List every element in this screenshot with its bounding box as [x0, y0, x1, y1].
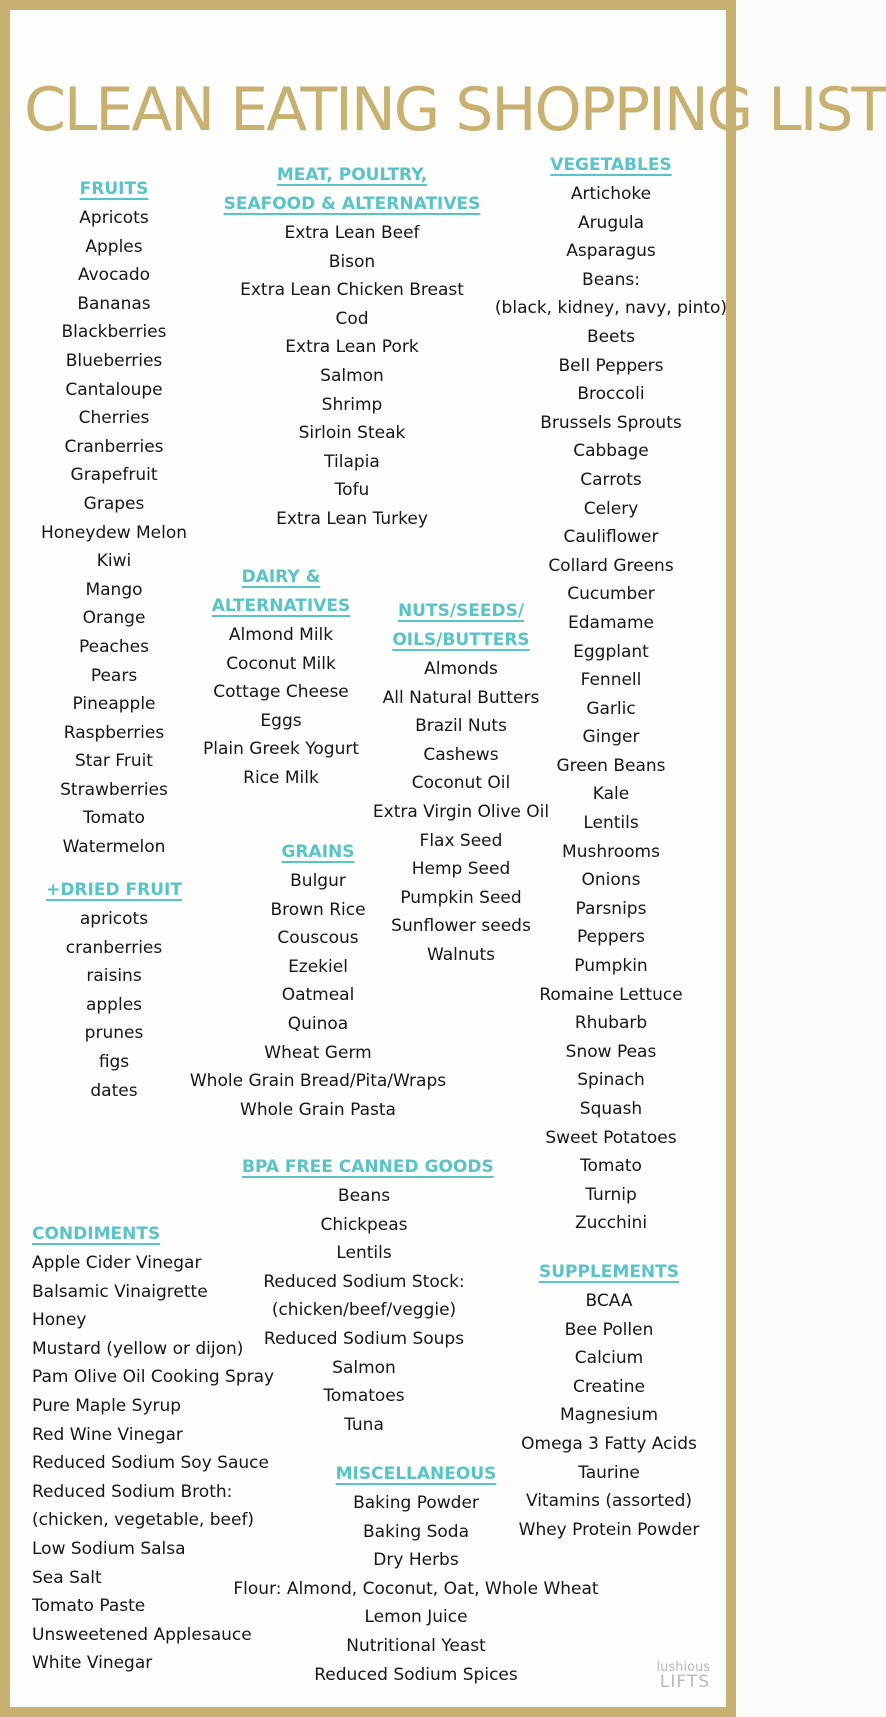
- list-item: Shrimp: [321, 394, 383, 415]
- list-item: Tomato: [83, 808, 145, 829]
- list-item: Reduced Sodium Soups: [263, 1328, 465, 1349]
- section-fruits: [24, 175, 204, 862]
- logo-line2: LIFTS: [659, 1672, 710, 1692]
- list-item: Sirloin Steak: [298, 423, 406, 444]
- list-item: Celery: [583, 498, 639, 519]
- list-item: Baking Powder: [353, 1493, 479, 1513]
- list-item: Flax Seed: [419, 830, 503, 851]
- list-item: Mushrooms: [562, 841, 660, 862]
- list-item: Coconut Milk: [226, 653, 336, 674]
- list-item: figs: [98, 1051, 130, 1072]
- list-item: Rhubarb: [574, 1013, 648, 1034]
- list-item: Tomatoes: [323, 1386, 405, 1407]
- section-heading-nuts-line1: NUTS/SEEDS/: [397, 601, 525, 621]
- list-item: Snow Peas: [565, 1041, 657, 1062]
- list-item: Reduced Sodium Soy Sauce: [32, 1453, 269, 1474]
- list-item: Raspberries: [63, 722, 165, 743]
- list-item: Peaches: [79, 636, 149, 657]
- list-item: Turnip: [585, 1184, 637, 1205]
- list-item: Zucchini: [574, 1213, 648, 1234]
- item-list-meat: [196, 219, 508, 534]
- list-item: Pineapple: [72, 694, 156, 715]
- list-item: Flour: Almond, Coconut, Oat, Whole Wheat: [233, 1578, 599, 1599]
- list-item: Kale: [592, 784, 630, 805]
- list-item: Walnuts: [427, 944, 495, 965]
- list-item: Eggplant: [573, 641, 649, 662]
- list-item: Brown Rice: [270, 899, 366, 920]
- list-item: Taurine: [578, 1462, 640, 1483]
- list-item: Almonds: [424, 659, 498, 679]
- item-list-dairy: [188, 621, 374, 793]
- list-item: Onions: [581, 870, 641, 891]
- list-item: Whole Grain Pasta: [240, 1099, 396, 1120]
- list-item: Edamame: [568, 612, 654, 633]
- list-item: Grapes: [83, 493, 145, 514]
- list-item: Almond Milk: [228, 625, 334, 645]
- section-meat: [196, 161, 508, 534]
- list-item: Ginger: [582, 727, 640, 748]
- section-heading-condiments: CONDIMENTS: [32, 1224, 161, 1244]
- section-heading-meat-line1: MEAT, POULTRY,: [276, 165, 428, 185]
- list-item: Sweet Potatoes: [545, 1127, 677, 1148]
- list-item: (chicken/beef/veggie): [271, 1300, 457, 1321]
- list-item: Rice Milk: [243, 767, 319, 788]
- list-item: Bell Peppers: [558, 355, 664, 376]
- list-item: Extra Lean Chicken Breast: [240, 280, 464, 301]
- list-item: Oatmeal: [281, 985, 355, 1006]
- list-item: Extra Lean Turkey: [276, 508, 428, 529]
- list-item: Bulgur: [290, 871, 346, 891]
- list-item: Cranberries: [64, 436, 164, 457]
- list-item: (chicken, vegetable, beef): [32, 1510, 255, 1531]
- list-item: Cauliflower: [563, 527, 659, 548]
- list-item: Strawberries: [60, 779, 168, 800]
- list-item: apples: [85, 994, 143, 1015]
- list-item: Avocado: [77, 265, 151, 286]
- list-item: Reduced Sodium Stock:: [263, 1271, 465, 1292]
- list-item: Beans: [337, 1186, 391, 1206]
- list-item: Dry Herbs: [373, 1550, 459, 1571]
- list-item: Apples: [85, 236, 143, 257]
- list-item: Red Wine Vinegar: [32, 1424, 183, 1445]
- section-heading-canned-goods: BPA FREE CANNED GOODS: [242, 1157, 494, 1177]
- list-item: Bison: [328, 251, 376, 272]
- list-item: Mango: [85, 579, 143, 600]
- list-item: Beans:: [582, 269, 640, 290]
- list-item: Broccoli: [577, 384, 645, 405]
- list-item: Whey Protein Powder: [518, 1519, 700, 1540]
- list-item: Fennell: [580, 670, 642, 691]
- list-item: Nutritional Yeast: [346, 1635, 486, 1656]
- list-item: (black, kidney, navy, pinto): [494, 298, 728, 319]
- list-item: apricots: [79, 909, 149, 929]
- list-item: Artichoke: [570, 184, 652, 204]
- list-item: Hemp Seed: [411, 859, 511, 880]
- list-item: Unsweetened Applesauce: [32, 1624, 252, 1645]
- list-item: Collard Greens: [548, 555, 674, 576]
- list-item: Tilapia: [324, 451, 380, 472]
- list-item: Cashews: [423, 744, 499, 765]
- list-item: Orange: [82, 608, 146, 629]
- list-item: Plain Greek Yogurt: [203, 739, 359, 760]
- brand-logo: [657, 1661, 710, 1691]
- list-item: Asparagus: [566, 241, 656, 262]
- list-item: Watermelon: [62, 837, 166, 858]
- list-item: Honey: [32, 1310, 87, 1331]
- list-item: Star Fruit: [75, 751, 153, 772]
- list-item: Cottage Cheese: [213, 682, 349, 703]
- item-list-miscellaneous: [220, 1489, 612, 1689]
- list-item: Brazil Nuts: [415, 716, 507, 737]
- section-heading-dried-fruit: +DRIED FRUIT: [46, 880, 182, 900]
- list-item: Reduced Sodium Spices: [314, 1664, 518, 1685]
- list-item: Pure Maple Syrup: [32, 1395, 182, 1416]
- list-item: Cucumber: [567, 584, 655, 605]
- section-heading-dairy-line2: ALTERNATIVES: [211, 596, 351, 616]
- list-item: Grapefruit: [70, 465, 158, 486]
- list-item: Chickpeas: [320, 1214, 408, 1235]
- list-item: Balsamic Vinaigrette: [32, 1281, 208, 1302]
- list-item: Sea Salt: [32, 1567, 102, 1588]
- list-item: Ezekiel: [288, 956, 348, 977]
- list-item: Omega 3 Fatty Acids: [521, 1433, 697, 1454]
- list-item: Extra Lean Pork: [285, 337, 419, 358]
- section-heading-nuts-line2: OILS/BUTTERS: [392, 630, 530, 650]
- list-item: Tuna: [344, 1414, 384, 1435]
- list-item: Extra Lean Beef: [284, 223, 420, 243]
- section-heading-grains: GRAINS: [281, 842, 355, 862]
- section-heading-vegetables: VEGETABLES: [550, 155, 672, 175]
- list-item: Cod: [335, 308, 369, 329]
- list-item: Tofu: [334, 480, 370, 501]
- list-item: Low Sodium Salsa: [32, 1538, 186, 1559]
- list-item: Peppers: [577, 927, 645, 948]
- list-item: Brussels Sprouts: [540, 412, 682, 433]
- list-item: Cherries: [78, 408, 150, 429]
- list-item: Apricots: [79, 208, 149, 228]
- list-item: Pumpkin Seed: [400, 887, 522, 908]
- list-item: Couscous: [277, 928, 359, 949]
- list-item: dates: [90, 1080, 138, 1101]
- list-item: Spinach: [577, 1070, 645, 1091]
- list-item: Extra Virgin Olive Oil: [372, 801, 550, 822]
- section-heading-fruits: FRUITS: [79, 179, 149, 199]
- section-heading-supplements: SUPPLEMENTS: [538, 1262, 679, 1282]
- list-item: Kiwi: [96, 551, 132, 572]
- list-item: Eggs: [260, 710, 302, 731]
- list-item: Quinoa: [287, 1013, 349, 1034]
- list-item: Calcium: [574, 1348, 644, 1369]
- list-item: prunes: [84, 1023, 144, 1044]
- list-item: Pumpkin: [574, 956, 648, 977]
- list-item: Vitamins (assorted): [525, 1491, 693, 1512]
- list-item: Blueberries: [65, 350, 163, 371]
- list-item: Salmon: [332, 1357, 396, 1378]
- list-item: Lentils: [583, 813, 639, 834]
- list-item: Parsnips: [575, 898, 647, 919]
- list-item: Squash: [579, 1099, 643, 1119]
- list-item: Carrots: [580, 469, 642, 490]
- list-item: Sunflower seeds: [391, 916, 531, 937]
- item-list-grains: [168, 867, 468, 1124]
- section-grains: [168, 838, 468, 1124]
- list-item: Beets: [586, 326, 636, 347]
- list-item: Blackberries: [61, 322, 167, 343]
- list-item: Magnesium: [559, 1405, 659, 1426]
- list-item: Reduced Sodium Broth:: [32, 1481, 233, 1502]
- list-item: Apple Cider Vinegar: [32, 1253, 202, 1273]
- list-item: Tomato: [580, 1156, 642, 1177]
- list-item: Salmon: [320, 365, 384, 386]
- list-item: Green Beans: [556, 755, 666, 776]
- list-item: Whole Grain Bread/Pita/Wraps: [189, 1071, 447, 1092]
- item-list-fruits: [24, 204, 204, 862]
- section-heading-miscellaneous: MISCELLANEOUS: [335, 1464, 497, 1484]
- page-title: CLEAN EATING SHOPPING LIST: [24, 75, 886, 146]
- list-item: Romaine Lettuce: [539, 984, 683, 1005]
- logo-line1: lushious: [656, 1660, 710, 1675]
- section-miscellaneous: [220, 1460, 612, 1689]
- list-item: Creatine: [573, 1376, 645, 1397]
- list-item: Mustard (yellow or dijon): [32, 1338, 244, 1359]
- list-item: Baking Soda: [362, 1521, 470, 1542]
- list-item: Coconut Oil: [411, 773, 511, 794]
- list-item: Cabbage: [573, 441, 649, 462]
- list-item: Honeydew Melon: [40, 522, 188, 543]
- list-item: All Natural Butters: [382, 687, 540, 708]
- list-item: Arugula: [577, 212, 645, 233]
- list-item: Tomato Paste: [32, 1596, 146, 1617]
- list-item: Wheat Germ: [264, 1042, 372, 1063]
- section-dairy: [188, 563, 374, 793]
- list-item: BCAA: [585, 1291, 633, 1311]
- list-item: Bee Pollen: [564, 1319, 654, 1340]
- list-item: Lemon Juice: [364, 1607, 468, 1628]
- list-item: Pam Olive Oil Cooking Spray: [32, 1367, 275, 1388]
- list-item: raisins: [86, 966, 142, 987]
- list-item: cranberries: [65, 937, 163, 958]
- list-item: Cantaloupe: [65, 379, 163, 400]
- list-item: Garlic: [586, 698, 636, 719]
- list-item: White Vinegar: [32, 1653, 153, 1674]
- list-item: Lentils: [336, 1243, 392, 1264]
- section-heading-meat-line2: SEAFOOD & ALTERNATIVES: [223, 194, 481, 214]
- list-item: Bananas: [77, 293, 151, 314]
- list-item: Pears: [90, 665, 138, 686]
- section-heading-dairy-line1: DAIRY &: [241, 567, 321, 587]
